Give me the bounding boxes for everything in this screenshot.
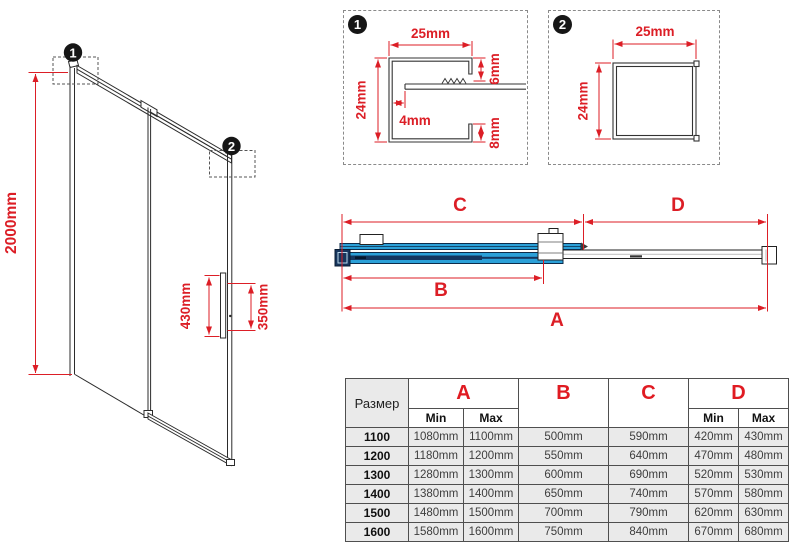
bottom-rail-line (148, 416, 231, 463)
profile-outline (389, 58, 472, 142)
column-group-d: D (689, 379, 789, 409)
value-cell: 1100mm (464, 428, 519, 447)
detail-2-badge: 2 (553, 15, 572, 34)
value-cell: 1600mm (464, 523, 519, 542)
wall-profile-right (762, 247, 777, 265)
detail-1-bottom-gap-label: 8mm (487, 117, 502, 149)
detail-2-height-label: 24mm (575, 81, 591, 121)
door-handle (221, 273, 226, 338)
size-cell: 1200 (346, 447, 409, 466)
screw-dot (229, 315, 231, 317)
value-cell: 740mm (609, 485, 689, 504)
door-detail-mark (355, 256, 366, 259)
detail-2-drawing (549, 11, 719, 164)
profile-outer (613, 63, 696, 139)
detail-1-top-gap-label: 6mm (487, 53, 502, 85)
a-min-header: Min (409, 409, 464, 428)
glass-bottom-edge (75, 375, 148, 418)
value-cell: 420mm (689, 428, 739, 447)
table-row (346, 485, 789, 504)
dim-c-label: C (453, 195, 467, 216)
value-cell: 570mm (689, 485, 739, 504)
door-structure (69, 60, 235, 466)
detail-1-box (343, 10, 528, 165)
height-dim-label: 2000mm (3, 191, 20, 255)
value-cell: 500mm (519, 428, 609, 447)
value-cell: 520mm (689, 466, 739, 485)
callout-1-number: 1 (69, 45, 77, 61)
value-cell: 600mm (519, 466, 609, 485)
value-cell: 1500mm (464, 504, 519, 523)
detail-1-inset-label: 4mm (399, 113, 431, 128)
value-cell: 690mm (609, 466, 689, 485)
slider-top-edge (151, 112, 228, 157)
wall-profile-section (389, 58, 526, 142)
bracket-right (538, 234, 563, 261)
column-group-c: C (609, 379, 689, 428)
dim-b-label: B (434, 280, 448, 301)
detail-1-drawing (344, 11, 527, 164)
fixed-panel (543, 250, 772, 259)
size-cell: 1100 (346, 428, 409, 447)
detail-1-badge: 1 (348, 15, 367, 34)
value-cell: 480mm (739, 447, 789, 466)
handle-length-label: 430mm (178, 282, 193, 330)
value-cell: 1400mm (464, 485, 519, 504)
size-cell: 1400 (346, 485, 409, 504)
value-cell: 640mm (609, 447, 689, 466)
table-row (346, 447, 789, 466)
column-group-a: A (409, 379, 519, 409)
value-cell: 700mm (519, 504, 609, 523)
ext-24 (595, 63, 611, 139)
value-cell: 430mm (739, 428, 789, 447)
value-cell: 650mm (519, 485, 609, 504)
sliding-door-plan (337, 253, 563, 264)
value-cell: 1180mm (409, 447, 464, 466)
value-cell: 840mm (609, 523, 689, 542)
door-navy-stripe (349, 256, 482, 261)
handle-spacing-label: 350mm (255, 283, 271, 331)
d-min-header: Min (689, 409, 739, 428)
ext-6 (473, 58, 486, 81)
value-cell: 680mm (739, 523, 789, 542)
value-cell: 590mm (609, 428, 689, 447)
value-cell: 790mm (609, 504, 689, 523)
rail-end-arrow (581, 243, 588, 251)
value-cell: 470mm (689, 447, 739, 466)
value-cell: 1280mm (409, 466, 464, 485)
size-table (345, 378, 789, 542)
a-max-header: Max (464, 409, 519, 428)
table-row (346, 523, 789, 542)
value-cell: 1380mm (409, 485, 464, 504)
value-cell: 750mm (519, 523, 609, 542)
dim-a-label: A (550, 310, 564, 331)
value-cell: 630mm (739, 504, 789, 523)
value-cell: 1300mm (464, 466, 519, 485)
d-max-header: Max (739, 409, 789, 428)
fixed-panel-mark (630, 255, 642, 257)
value-cell: 670mm (689, 523, 739, 542)
ext-25 (389, 41, 472, 56)
tab-top-right (694, 61, 699, 67)
callout-2-number: 2 (227, 138, 236, 154)
door-elevation-drawing (0, 0, 320, 552)
plan-section-drawing (330, 190, 795, 340)
bracket-left (360, 235, 383, 245)
size-cell: 1300 (346, 466, 409, 485)
detail-2-box (548, 10, 720, 165)
value-cell: 1080mm (409, 428, 464, 447)
table-row (346, 504, 789, 523)
size-cell: 1500 (346, 504, 409, 523)
value-cell: 1200mm (464, 447, 519, 466)
table-row (346, 466, 789, 485)
value-cell: 580mm (739, 485, 789, 504)
size-table-body (346, 428, 789, 542)
square-profile-section (613, 61, 699, 141)
table-header-row-1 (346, 379, 789, 409)
bracket-right-cap (549, 229, 558, 234)
ext-24 (375, 58, 388, 142)
value-cell: 1480mm (409, 504, 464, 523)
size-column-header: Размер (346, 379, 409, 428)
value-cell: 550mm (519, 447, 609, 466)
glass-panel-section (405, 84, 526, 89)
detail-1-height-label: 24mm (353, 80, 369, 120)
value-cell: 1580mm (409, 523, 464, 542)
value-cell: 530mm (739, 466, 789, 485)
detail-1-width-label: 25mm (410, 26, 451, 41)
seal-zigzag (442, 79, 466, 84)
detail-2-width-label: 25mm (635, 24, 675, 39)
ext-25 (613, 40, 696, 60)
bottom-rail-foot-right (227, 460, 235, 466)
tab-bottom-right (694, 136, 699, 142)
dim-d-label: D (671, 195, 685, 216)
size-cell: 1600 (346, 523, 409, 542)
ext-8 (473, 124, 486, 142)
column-group-b: B (519, 379, 609, 428)
table-row (346, 428, 789, 447)
value-cell: 620mm (689, 504, 739, 523)
